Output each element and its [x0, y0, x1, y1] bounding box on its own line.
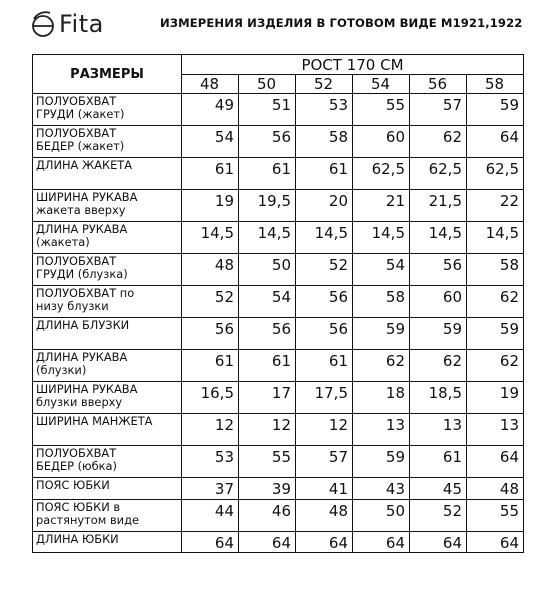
table-row — [33, 222, 524, 254]
measurement-value: 56 — [296, 286, 353, 318]
measurement-value: 37 — [182, 478, 239, 500]
table-row — [33, 500, 524, 532]
measurement-value: 14,5 — [296, 222, 353, 254]
measurement-label: ШИРИНА РУКАВА блузки вверху — [33, 382, 182, 414]
measurement-value: 57 — [296, 446, 353, 478]
size-header-cell: 54 — [353, 75, 410, 94]
measurement-value: 62,5 — [353, 158, 410, 190]
table-row — [33, 94, 524, 126]
measurement-value: 48 — [296, 500, 353, 532]
measurement-value: 64 — [296, 532, 353, 553]
measurement-value: 64 — [467, 126, 524, 158]
measurement-value: 60 — [353, 126, 410, 158]
table-row — [33, 478, 524, 500]
measurement-value: 58 — [296, 126, 353, 158]
measurement-label: ПОЯС ЮБКИ в растянутом виде — [33, 500, 182, 532]
measurement-value: 56 — [239, 126, 296, 158]
measurement-value: 41 — [296, 478, 353, 500]
measurement-label: ШИРИНА МАНЖЕТА — [33, 414, 182, 446]
measurement-label: ПОЛУОБХВАТ БЕДЕР (жакет) — [33, 126, 182, 158]
measurement-value: 14,5 — [467, 222, 524, 254]
measurement-value: 59 — [353, 446, 410, 478]
measurement-label: ПОЯС ЮБКИ — [33, 478, 182, 500]
measurement-value: 64 — [410, 532, 467, 553]
measurement-value: 19 — [182, 190, 239, 222]
table-row — [33, 318, 524, 350]
measurement-value: 52 — [182, 286, 239, 318]
sizes-header-cell: РАЗМЕРЫ — [33, 55, 182, 94]
measurement-value: 62,5 — [410, 158, 467, 190]
measurement-value: 56 — [296, 318, 353, 350]
measurement-value: 50 — [239, 254, 296, 286]
measurement-value: 52 — [410, 500, 467, 532]
measurement-value: 18,5 — [410, 382, 467, 414]
measurements-table — [32, 54, 524, 553]
measurement-value: 61 — [239, 350, 296, 382]
measurement-value: 43 — [353, 478, 410, 500]
measurement-value: 18 — [353, 382, 410, 414]
measurement-value: 56 — [182, 318, 239, 350]
measurement-label: ПОЛУОБХВАТ по низу блузки — [33, 286, 182, 318]
table-row — [33, 126, 524, 158]
size-header-cell: 52 — [296, 75, 353, 94]
measurement-value: 48 — [467, 478, 524, 500]
measurement-value: 22 — [467, 190, 524, 222]
table-row — [33, 532, 524, 553]
measurement-label: ПОЛУОБХВАТ ГРУДИ (блузка) — [33, 254, 182, 286]
table-header-row — [33, 55, 524, 75]
measurement-value: 59 — [410, 318, 467, 350]
brand-name: Fita — [59, 10, 104, 38]
measurement-value: 20 — [296, 190, 353, 222]
measurement-value: 12 — [239, 414, 296, 446]
measurement-value: 56 — [239, 318, 296, 350]
table-row — [33, 190, 524, 222]
measurement-value: 55 — [467, 500, 524, 532]
size-header-cell: 58 — [467, 75, 524, 94]
measurement-value: 51 — [239, 94, 296, 126]
measurement-value: 39 — [239, 478, 296, 500]
measurement-value: 59 — [467, 318, 524, 350]
measurement-value: 61 — [239, 158, 296, 190]
measurement-value: 54 — [239, 286, 296, 318]
measurement-value: 59 — [467, 94, 524, 126]
measurement-value: 13 — [410, 414, 467, 446]
measurement-value: 19 — [467, 382, 524, 414]
measurement-value: 55 — [353, 94, 410, 126]
measurement-value: 61 — [410, 446, 467, 478]
size-header-cell: 56 — [410, 75, 467, 94]
fita-logo-icon — [30, 9, 56, 39]
measurement-label: ШИРИНА РУКАВА жакета вверху — [33, 190, 182, 222]
measurement-value: 16,5 — [182, 382, 239, 414]
measurement-label: ДЛИНА БЛУЗКИ — [33, 318, 182, 350]
measurement-value: 62 — [353, 350, 410, 382]
measurement-value: 52 — [296, 254, 353, 286]
measurement-value: 14,5 — [182, 222, 239, 254]
measurement-value: 49 — [182, 94, 239, 126]
measurement-value: 62,5 — [467, 158, 524, 190]
measurement-value: 64 — [467, 446, 524, 478]
document-title: ИЗМЕРЕНИЯ ИЗДЕЛИЯ В ГОТОВОМ ВИДЕ М1921,1922 — [160, 16, 523, 30]
measurement-value: 53 — [182, 446, 239, 478]
measurement-value: 61 — [182, 158, 239, 190]
measurement-value: 13 — [353, 414, 410, 446]
table-row — [33, 414, 524, 446]
measurement-value: 62 — [410, 126, 467, 158]
measurement-value: 54 — [353, 254, 410, 286]
measurement-value: 14,5 — [353, 222, 410, 254]
measurement-value: 19,5 — [239, 190, 296, 222]
measurement-value: 58 — [467, 254, 524, 286]
measurement-value: 61 — [182, 350, 239, 382]
measurement-label: ДЛИНА РУКАВА (жакета) — [33, 222, 182, 254]
measurement-value: 13 — [467, 414, 524, 446]
measurement-value: 59 — [353, 318, 410, 350]
measurement-value: 64 — [239, 532, 296, 553]
measurement-value: 62 — [410, 350, 467, 382]
measurement-value: 61 — [296, 158, 353, 190]
table-row — [33, 382, 524, 414]
table-row — [33, 286, 524, 318]
measurement-value: 50 — [353, 500, 410, 532]
measurement-value: 57 — [410, 94, 467, 126]
measurement-value: 17 — [239, 382, 296, 414]
measurement-value: 64 — [182, 532, 239, 553]
measurement-value: 55 — [239, 446, 296, 478]
measurement-value: 21 — [353, 190, 410, 222]
measurement-value: 12 — [296, 414, 353, 446]
measurement-value: 62 — [467, 350, 524, 382]
measurement-label: ПОЛУОБХВАТ ГРУДИ (жакет) — [33, 94, 182, 126]
measurement-value: 21,5 — [410, 190, 467, 222]
measurement-value: 46 — [239, 500, 296, 532]
measurement-label: ПОЛУОБХВАТ БЕДЕР (юбка) — [33, 446, 182, 478]
size-header-cell: 48 — [182, 75, 239, 94]
brand-logo — [30, 6, 104, 42]
measurement-value: 56 — [410, 254, 467, 286]
measurement-value: 17,5 — [296, 382, 353, 414]
size-header-cell: 50 — [239, 75, 296, 94]
measurement-label: ДЛИНА ЖАКЕТА — [33, 158, 182, 190]
measurement-value: 48 — [182, 254, 239, 286]
measurement-value: 61 — [296, 350, 353, 382]
measurement-label: ДЛИНА ЮБКИ — [33, 532, 182, 553]
measurement-value: 62 — [467, 286, 524, 318]
measurement-value: 44 — [182, 500, 239, 532]
measurement-value: 54 — [182, 126, 239, 158]
measurement-value: 53 — [296, 94, 353, 126]
table-row — [33, 158, 524, 190]
measurement-value: 45 — [410, 478, 467, 500]
table-row — [33, 350, 524, 382]
table-row — [33, 254, 524, 286]
measurement-value: 64 — [467, 532, 524, 553]
measurement-value: 14,5 — [239, 222, 296, 254]
measurement-value: 58 — [353, 286, 410, 318]
measurement-label: ДЛИНА РУКАВА (блузки) — [33, 350, 182, 382]
measurement-value: 64 — [353, 532, 410, 553]
measurement-value: 60 — [410, 286, 467, 318]
measurement-value: 12 — [182, 414, 239, 446]
table-row — [33, 446, 524, 478]
page-header — [0, 0, 553, 50]
growth-header-cell: РОСТ 170 СМ — [182, 55, 524, 75]
measurement-value: 14,5 — [410, 222, 467, 254]
